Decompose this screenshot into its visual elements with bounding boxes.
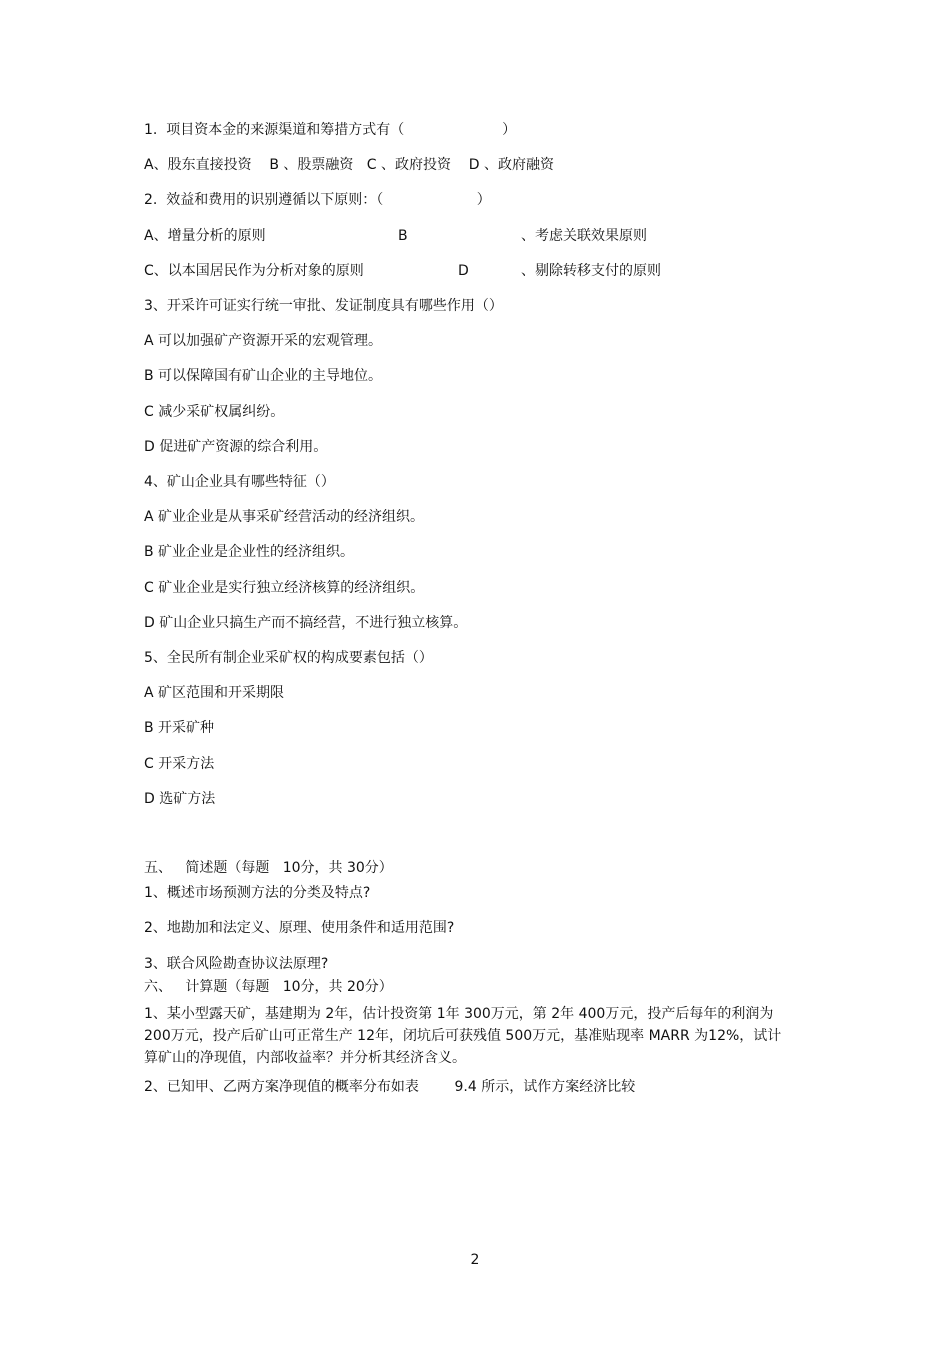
question-4: 4、矿山企业具有哪些特征（）	[144, 474, 335, 490]
question-5-option-c: C 开采方法	[144, 756, 215, 772]
question-5-option-d: D 选矿方法	[144, 791, 216, 807]
question-4-option-a: A 矿业企业是从事采矿经营活动的经济组织。	[144, 509, 425, 525]
question-2-option-c: C、以本国居民作为分析对象的原则	[144, 263, 364, 279]
question-3-option-b: B 可以保障国有矿山企业的主导地位。	[144, 368, 383, 384]
question-2-option-d-text: 、剔除转移支付的原则	[521, 263, 661, 279]
question-4-option-c: C 矿业企业是实行独立经济核算的经济组织。	[144, 580, 425, 596]
section-5-item-3: 3、联合风险勘查协议法原理?	[144, 956, 329, 972]
question-1: 1. 项目资本金的来源渠道和筹措方式有（ ）	[144, 122, 517, 138]
question-3-option-c: C 减少采矿权属纠纷。	[144, 404, 285, 420]
section-6-heading: 六、 计算题（每题 10分，共 20分）	[144, 979, 393, 995]
question-3-option-a: A 可以加强矿产资源开采的宏观管理。	[144, 333, 383, 349]
section-5-item-1: 1、概述市场预测方法的分类及特点?	[144, 885, 371, 901]
question-2-option-d-letter: D	[458, 263, 469, 279]
question-3: 3、开采许可证实行统一审批、发证制度具有哪些作用（）	[144, 298, 503, 314]
section-6-item-1: 1、某小型露天矿，基建期为 2年，估计投资第 1年 300万元，第 2年 400万元，投产后每年的利润为 200万元，投产后矿山可正常生产 12年，闭坑后可获残值 500万元，基准贴现率 MARR 为12%，试计算矿山的净现值，内部收益率？并分析其经济含义。	[144, 1006, 782, 1066]
question-3-option-d: D 促进矿产资源的综合利用。	[144, 439, 328, 455]
question-2-option-b-text: 、考虑关联效果原则	[521, 228, 647, 244]
page-number: 2	[470, 1252, 480, 1268]
section-5-heading: 五、 简述题（每题 10分，共 30分）	[144, 860, 393, 876]
question-4-option-b: B 矿业企业是企业性的经济组织。	[144, 544, 355, 560]
question-5-option-b: B 开采矿种	[144, 720, 215, 736]
question-2-option-b-letter: B	[398, 228, 408, 244]
question-2-option-a: A、增量分析的原则	[144, 228, 266, 244]
question-2: 2. 效益和费用的识别遵循以下原则：（ ）	[144, 192, 491, 208]
question-5-option-a: A 矿区范围和开采期限	[144, 685, 285, 701]
question-1-options: A、股东直接投资 B 、股票融资 C 、政府投资 D 、政府融资	[144, 157, 555, 173]
section-5-item-2: 2、地勘加和法定义、原理、使用条件和适用范围?	[144, 920, 455, 936]
question-4-option-d: D 矿山企业只搞生产而不搞经营，不进行独立核算。	[144, 615, 468, 631]
question-5: 5、全民所有制企业采矿权的构成要素包括（）	[144, 650, 433, 666]
section-6-item-2: 2、已知甲、乙两方案净现值的概率分布如表 9.4 所示，试作方案经济比较	[144, 1079, 636, 1095]
